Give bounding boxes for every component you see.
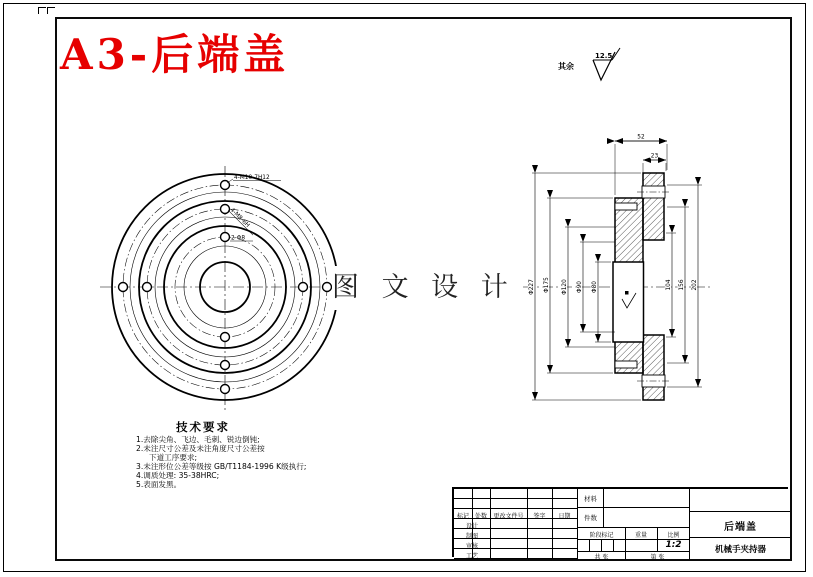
- roughness-prefix-label: 其余: [558, 62, 574, 71]
- scale-value: 1:2: [665, 540, 682, 550]
- hole-label-inner: 2-Φ8: [231, 235, 246, 242]
- general-roughness-note: [558, 46, 642, 90]
- title-block-revision-grid: [454, 489, 577, 559]
- stage-mark-label: 阶段标记: [589, 532, 614, 539]
- dim-right-0: 104: [666, 279, 672, 291]
- col-mark-label: 标记: [456, 512, 469, 520]
- quantity-label: 件数: [584, 514, 597, 522]
- dim-left-2: Φ120: [562, 279, 568, 295]
- svg-text:12.5: 12.5: [595, 52, 613, 60]
- col-count-label: 处数: [474, 512, 487, 520]
- page-title: A3-后端盖: [60, 30, 290, 79]
- tech-line: 2.未注尺寸公差及未注角度尺寸公差按: [136, 444, 265, 453]
- title-block-right: [689, 489, 790, 559]
- col-file-label: 更改文件号: [493, 512, 524, 520]
- sheet-index: 第 张: [650, 554, 665, 561]
- section-view: [495, 125, 740, 425]
- dim-top-outer: 52: [637, 134, 645, 141]
- row-draw-label: 制图: [465, 532, 478, 540]
- dim-left-4: Φ80: [592, 281, 598, 293]
- tech-line: 5.表面发黑。: [136, 480, 182, 489]
- row-design-label: 设计: [465, 522, 478, 530]
- col-date-label: 日期: [558, 512, 571, 520]
- dim-top-flange: 23: [650, 153, 659, 160]
- title-block-middle: [577, 489, 689, 559]
- col-sign-label: 签字: [533, 512, 546, 520]
- part-name: 后端盖: [724, 522, 757, 533]
- title-block: [452, 487, 788, 561]
- tech-line: 4.调质处理: 35-38HRC;: [136, 471, 220, 480]
- tech-line: 下道工序要求;: [149, 453, 198, 462]
- project-name: 机械手夹持器: [714, 545, 766, 555]
- dim-right-1: 156: [679, 279, 685, 291]
- technical-requirements: [136, 419, 376, 489]
- roughness-icon: [582, 46, 632, 90]
- tech-title: 技术要求: [176, 420, 230, 434]
- tech-line: 1.去除尖角、飞边、毛刺、锐边倒钝;: [136, 435, 260, 444]
- hole-label-outer: 4-M10-7H12: [234, 175, 270, 181]
- dim-right-2: 202: [692, 279, 698, 291]
- scale-label: 比例: [667, 532, 680, 539]
- sheet-total: 共 张: [594, 554, 609, 561]
- front-view: [80, 148, 375, 426]
- row-process-label: 工艺: [465, 552, 478, 560]
- weight-label: 重量: [634, 532, 647, 539]
- dim-left-1: Φ175: [544, 277, 550, 293]
- hole-label-mid: 4-M8-6H: [228, 207, 251, 229]
- section-bore: [613, 262, 644, 342]
- watermark: 图 文 设 计: [332, 266, 484, 310]
- dim-left-3: Φ90: [577, 281, 583, 293]
- row-check-label: 审核: [465, 542, 478, 550]
- registration-mark: [38, 7, 46, 14]
- registration-mark: [47, 7, 55, 14]
- tech-line: 3.未注形位公差等级按 GB/T1184-1996 K级执行;: [136, 462, 307, 471]
- dim-left-0: Φ227: [529, 279, 535, 295]
- material-label: 材料: [584, 495, 597, 503]
